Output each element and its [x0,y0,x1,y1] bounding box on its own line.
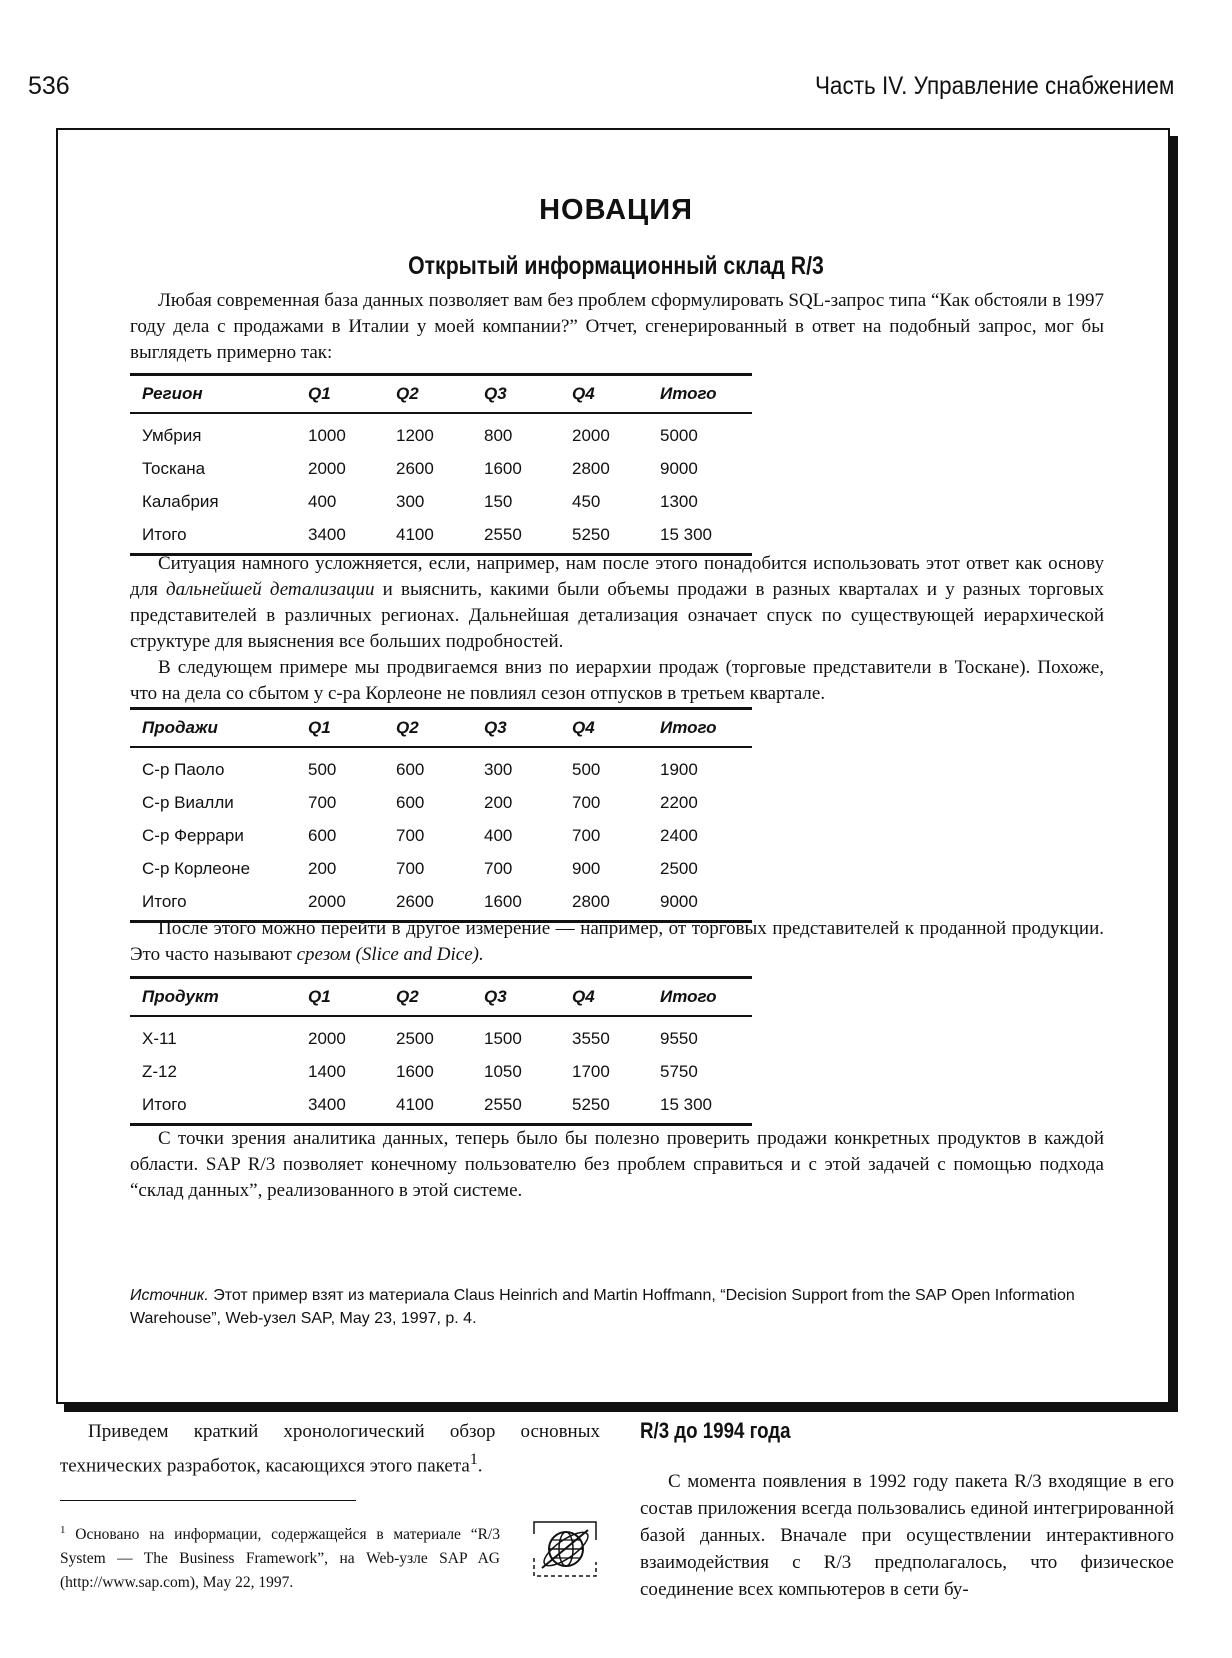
table-cell: С-р Виалли [142,792,234,812]
column-header: Q1 [308,384,331,403]
table-header [130,979,752,1017]
table-header [130,710,752,748]
table-row [130,518,752,551]
column-header: Q2 [396,384,419,403]
table-cell: 2000 [308,891,346,911]
table-cell: Тоскана [142,458,206,478]
table-cell: 700 [572,825,601,845]
table-cell: Итого [142,891,187,911]
table-cell: 2000 [308,1028,346,1048]
column-header: Q3 [484,718,507,737]
table-cell: 1500 [484,1028,522,1048]
footnote-text: Основано на информации, содержащейся в материале “R/3 System — The Business Framework”, на Web-узле SAP AG (http://www.sap.com), May 22, 1997. [60,1526,500,1592]
para4-term: срезом (Slice and Dice). [296,944,484,965]
column-header: Q1 [308,987,331,1006]
table-cell: 700 [396,858,425,878]
table-cell: 1600 [484,458,522,478]
footnote [60,1518,500,1595]
table-cell: 9550 [660,1028,698,1048]
box-intro-paragraph [130,288,1104,366]
table-cell: 1600 [484,891,522,911]
column-header: Q2 [396,987,419,1006]
table-cell: 700 [484,858,513,878]
analyst-paragraph [130,1126,1104,1204]
table-cell: 2600 [396,891,434,911]
table-cell: 2500 [396,1028,434,1048]
table-row [130,485,752,518]
detail-paragraphs [130,551,1104,707]
table-cell: 4100 [396,524,434,544]
table-cell: 5750 [660,1061,698,1081]
table-cell: 1300 [660,491,698,511]
table-cell: 1600 [396,1061,434,1081]
section-heading: R/3 до 1994 года [640,1418,791,1443]
table-cell: С-р Паоло [142,759,225,779]
table-cell: 9000 [660,458,698,478]
table-cell: 15 300 [660,1094,712,1114]
column-header: Продукт [142,987,219,1006]
table-cell: 1700 [572,1061,610,1081]
table-cell: 2800 [572,458,610,478]
table-row [130,885,752,918]
source-note [130,1284,1104,1330]
table-cell: 200 [308,858,337,878]
table-cell: 1050 [484,1061,522,1081]
table-cell: 1000 [308,425,346,445]
table-cell: 1900 [660,759,698,779]
table-cell: Z-12 [142,1061,177,1081]
table-cell: 5000 [660,425,698,445]
para2: Ситуация намного усложняется, если, например, нам после этого понадобится использовать этот ответ как основу для дальнейшей детализации и выяснить, какими были объемы продажи в разных кварталах и у разных торговых представителей в различных регионах. Дальнейшая детализация означает спуск по существующей иерархической структуре для выяснения все больших подробностей. [130,553,1104,652]
table-cell: С-р Корлеоне [142,858,251,878]
page-number: 536 [28,72,70,100]
table-cell: 2800 [572,891,610,911]
column-header: Q4 [572,718,595,737]
table-header [130,376,752,414]
table-cell: 1200 [396,425,434,445]
column-header: Продажи [142,718,218,737]
table-body [130,1017,752,1123]
column-header: Q4 [572,384,595,403]
para5: С точки зрения аналитика данных, теперь было бы полезно проверить продажи конкретных продуктов в каждой области. SAP R/3 позволяет конечному пользователю без проблем справиться и с этой задачей с помощью подхода “склад данных”, реализованного в этой системе. [130,1128,1104,1201]
table-cell: 5250 [572,524,610,544]
table-cell: 300 [484,759,513,779]
footnote-rule [60,1500,356,1501]
column-header: Итого [660,718,717,737]
box-title: Открытый информационный склад R/3 [408,252,824,280]
table-cell: С-р Феррари [142,825,244,845]
source-label: Источник. [130,1287,209,1304]
footnote-ref[interactable]: 1 [469,1451,478,1468]
para3: В следующем примере мы продвигаемся вниз по иерархии продаж (торговые представители в Тоскане). Похоже, что на дела со сбытом у с-ра Корлеоне не повлиял сезон отпусков в третьем квартале. [130,657,1104,704]
source-text: Этот пример взят из материала Claus Heinrich and Martin Hoffmann, “Decision Support from the SAP Open Information Warehouse”, Web-узел SAP, May 23, 1997, p. 4. [130,1287,1075,1327]
table-cell: 700 [572,792,601,812]
table-cell: 900 [572,858,601,878]
table-cell: 4100 [396,1094,434,1114]
column-header: Регион [142,384,203,403]
table-cell: 3400 [308,1094,346,1114]
table-cell: 2600 [396,458,434,478]
table-cell: Итого [142,1094,187,1114]
table-cell: 800 [484,425,513,445]
table-row [130,819,752,852]
footnote-mark: 1 [60,1524,66,1536]
table-cell: 700 [308,792,337,812]
table-cell: 9000 [660,891,698,911]
table-row [130,852,752,885]
column-header: Q1 [308,718,331,737]
column-header: Q3 [484,384,507,403]
table-cell: Калабрия [142,491,219,511]
column-header: Q2 [396,718,419,737]
table-row [130,1055,752,1088]
table-cell: X-11 [142,1028,177,1048]
box-kicker: НОВАЦИЯ [539,194,693,226]
table-row [130,1022,752,1055]
table-cell: 500 [572,759,601,779]
column-header: Итого [660,987,717,1006]
column-header: Q4 [572,987,595,1006]
table-cell: Итого [142,524,187,544]
web-globe-icon [530,1518,600,1580]
table-cell: 200 [484,792,513,812]
table-cell: 150 [484,491,513,511]
table-cell: 700 [396,825,425,845]
table-cell: 2500 [660,858,698,878]
sales-table [130,707,752,923]
table-cell: 2400 [660,825,698,845]
table-cell: 2000 [308,458,346,478]
table-body [130,748,752,920]
table-cell: 3550 [572,1028,610,1048]
table-row [130,1088,752,1121]
table-cell: 600 [308,825,337,845]
product-table [130,976,752,1126]
table-cell: 1400 [308,1061,346,1081]
slice-paragraph [130,916,1104,968]
table-row [130,786,752,819]
table-cell: 5250 [572,1094,610,1114]
table-cell: 450 [572,491,601,511]
table-cell: 3400 [308,524,346,544]
left-column-text: Приведем краткий хронологический обзор основных технических разработок, касающихся этого пакета$^1$. [60,1421,600,1477]
running-head: Часть IV. Управление снабжением [814,72,1174,100]
table-cell: 15 300 [660,524,712,544]
region-table [130,373,752,556]
table-cell: 400 [308,491,337,511]
column-header: Итого [660,384,717,403]
para4: После этого можно перейти в другое измерение — например, от торговых представителей к проданной продукции. Это часто называют срезом (Slice and Dice). [130,918,1104,965]
table-row [130,452,752,485]
table-cell: 400 [484,825,513,845]
table-cell: 2550 [484,1094,522,1114]
table-cell: 500 [308,759,337,779]
table-cell: 2200 [660,792,698,812]
right-column-text: С момента появления в 1992 году пакета R/3 входящие в его состав приложения всегда пользовались единой интегрированной базой данных. Вначале при осуществлении интерактивного взаимодействия с R/3 предполагалось, что физическое соединение всех компьютеров в сети бу- [640,1471,1174,1600]
table-row [130,419,752,452]
table-body [130,414,752,553]
table-cell: 600 [396,792,425,812]
table-cell: 600 [396,759,425,779]
table-cell: 300 [396,491,425,511]
table-cell: 2000 [572,425,610,445]
intro-text: Любая современная база данных позволяет вам без проблем сформулировать SQL-запрос типа “Как обстояли в 1997 году дела с продажами в Италии у моей компании?” Отчет, сгенерированный в ответ на подобный запрос, мог бы выглядеть примерно так: [130,290,1104,363]
table-cell: Умбрия [142,425,202,445]
column-header: Q3 [484,987,507,1006]
table-cell: 2550 [484,524,522,544]
para2-term: дальнейшей детализации [166,579,375,600]
table-row [130,753,752,786]
